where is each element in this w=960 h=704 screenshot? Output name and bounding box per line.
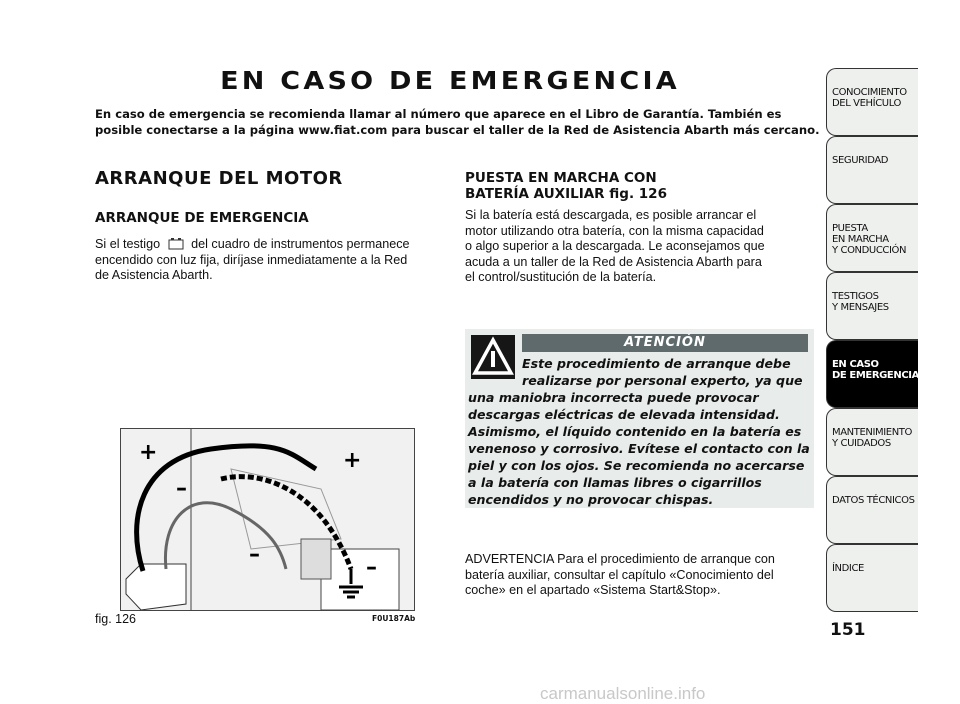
chapter-tab[interactable] (826, 340, 918, 408)
tab-label: CONOCIMIENTO (832, 87, 907, 98)
warning-line: encendidos y no provocar chispas. (468, 492, 714, 507)
chapter-tab[interactable] (826, 544, 918, 612)
body-line: ADVERTENCIA Para el procedimiento de arranque con (465, 552, 775, 566)
body-line: coche» en el apartado «Sistema Start&Stop». (465, 583, 721, 597)
plus-label: + (343, 448, 362, 473)
tab-label: EN MARCHA (832, 234, 889, 245)
warning-line: a la batería con llamas libres o cigarrillos (468, 475, 762, 490)
chapter-tab[interactable] (826, 68, 918, 136)
body-line: acuda a un taller de la Red de Asistencia Abarth para (465, 254, 762, 269)
body-line: Si la batería está descargada, es posible arrancar el (465, 208, 757, 222)
chapter-tab[interactable] (826, 476, 918, 544)
tab-label: PUESTA (832, 223, 868, 234)
body-line (95, 236, 410, 253)
intro-line: posible conectarse a la página www.fiat.com para buscar el taller de la Red de Asistencia Abarth más cercano. (95, 123, 820, 137)
heading-line: BATERÍA AUXILIAR fig. 126 (465, 186, 667, 202)
intro-line: En caso de emergencia se recomienda llamar al número que aparece en el Libro de Garantía. También es (95, 107, 782, 121)
body-line: de Asistencia Abarth. (95, 268, 213, 282)
tab-label: DE EMERGENCIA (832, 370, 919, 381)
tab-label: SEGURIDAD (832, 155, 889, 166)
chapter-tab[interactable] (826, 204, 918, 272)
warning-line: piel y con los ojos. Se recomienda no acercarse (468, 458, 805, 473)
warning-line: Este procedimiento de arranque debe (522, 356, 791, 371)
page-number: 151 (830, 620, 866, 640)
tab-label: Y CONDUCCIÓN (832, 245, 907, 256)
tab-label: ÍNDICE (832, 563, 864, 574)
tab-label: MANTENIMIENTO (832, 427, 912, 438)
intro-text (95, 106, 819, 138)
warning-line: Asimismo, el líquido contenido en la batería es (468, 424, 802, 439)
tab-label: TESTIGOS (832, 291, 879, 302)
body-line: motor utilizando otra batería, con la misma capacidad (465, 223, 764, 238)
page-title: EN CASO DE EMERGENCIA (220, 66, 680, 95)
figure-caption: fig. 126 (95, 612, 137, 626)
watermark: carmanualsonline.info (540, 684, 706, 703)
body-line: encendido con luz fija, diríjase inmediatamente a la Red (95, 252, 408, 267)
tab-label: EN CASO (832, 359, 879, 370)
minus-label: – (366, 555, 377, 580)
warning-line: realizarse por personal experto, ya que (522, 373, 803, 388)
chapter-tab[interactable] (826, 408, 918, 476)
jump-start-illustration (121, 429, 414, 610)
section-heading: ARRANQUE DEL MOTOR (95, 168, 343, 189)
minus-label: – (249, 542, 260, 567)
tab-label: Y MENSAJES (832, 302, 889, 313)
tab-label: DEL VEHÍCULO (832, 98, 901, 109)
warning-line: venenoso y corrosivo. Evítese el contacto con la (468, 441, 810, 456)
right-body (465, 208, 765, 286)
tab-label: DATOS TÉCNICOS (832, 495, 915, 506)
warning-label: ATENCIÓN (522, 334, 808, 352)
tab-label: Y CUIDADOS (832, 438, 891, 449)
figure-jump-start (120, 428, 415, 611)
chapter-tab[interactable] (826, 136, 918, 204)
warning-line: descargas eléctricas de elevada intensidad. (468, 407, 780, 422)
right-heading (465, 170, 667, 202)
subsection-heading: ARRANQUE DE EMERGENCIA (95, 210, 309, 226)
body-line: el control/sustitución de la batería. (465, 270, 657, 284)
battery-warning-light-icon (167, 236, 185, 250)
body-text: del cuadro de instrumentos permanece (191, 237, 410, 251)
advertencia-note (465, 552, 775, 599)
warning-box (465, 329, 814, 508)
body-line: o algo superior a la descargada. Le aconsejamos que (465, 239, 765, 253)
chapter-tab[interactable] (826, 272, 918, 340)
plus-label: + (139, 440, 158, 465)
body-text: Si el testigo (95, 237, 161, 251)
figure-code: F0U187Ab (372, 614, 416, 623)
body-line: batería auxiliar, consultar el capítulo «Conocimiento del (465, 567, 774, 582)
heading-line: PUESTA EN MARCHA CON (465, 170, 657, 186)
left-body (95, 236, 410, 284)
warning-text (468, 355, 810, 508)
warning-line: una maniobra incorrecta puede provocar (468, 390, 759, 405)
minus-label: – (176, 476, 187, 501)
